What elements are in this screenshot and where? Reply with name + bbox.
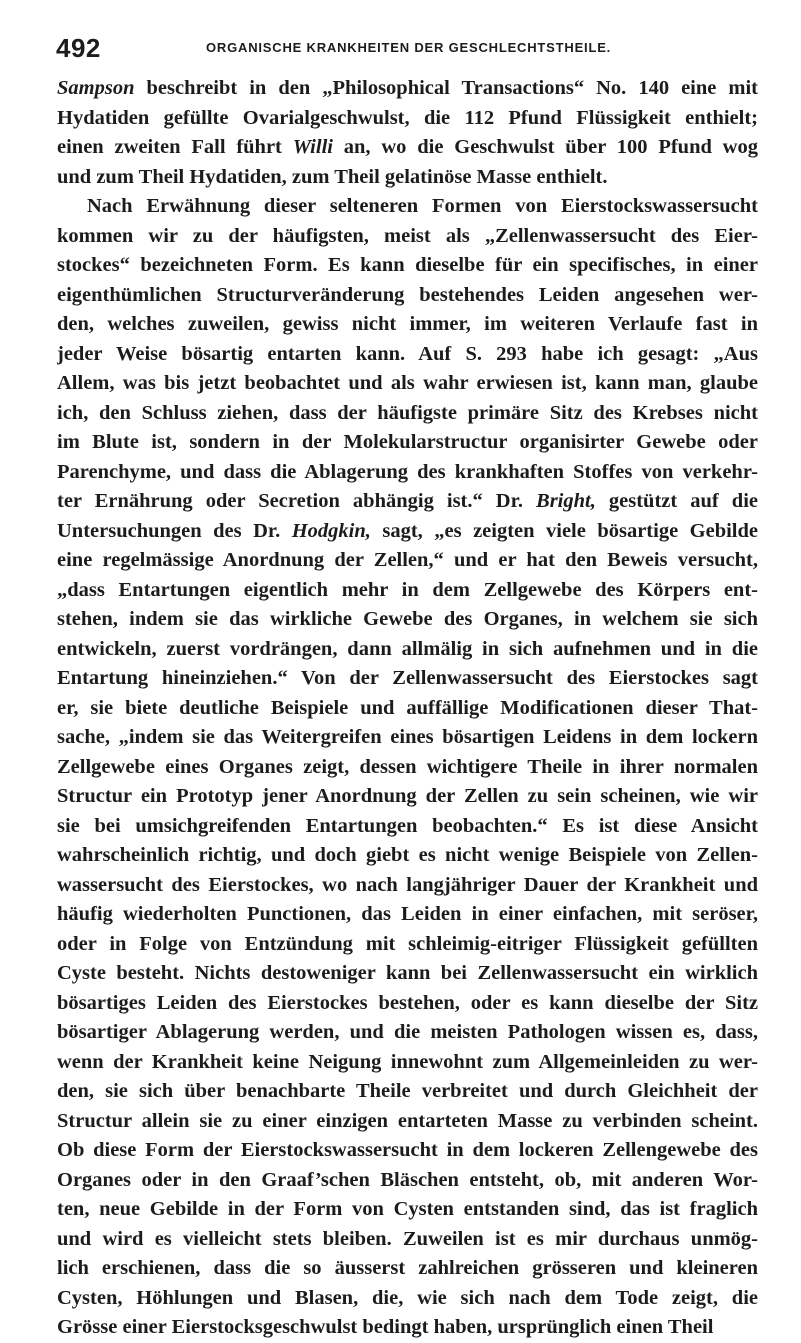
text-run: Cyste besteht. Nichts destoweniger kann bei Zellenwassersucht ein wirklich [57,962,758,984]
text-run: bösartiges Leiden des Eierstockes bestehen, oder es kann dieselbe der Sitz [57,991,758,1014]
text-line [57,1313,758,1343]
page-header [56,28,746,68]
text-line [57,1254,758,1284]
text-line [57,428,758,458]
text-run: Structur ein Prototyp jener Anordnung der Zellen zu sein scheinen, wie wir [57,785,758,807]
text-run: Structur allein sie zu einer einzigen entarteten Masse zu verbinden scheint. [57,1109,758,1132]
text-run: entwickeln, zuerst vordrängen, dann allmälig in sich aufnehmen und in die [57,637,758,660]
text-line [57,487,758,517]
text-run: bösartiger Ablagerung werden, und die meisten Pathologen wissen es, dass, [57,1021,758,1043]
text-run: oder in Folge von Entzündung mit schleimig-eitriger Flüssigkeit gefüllten [57,932,758,955]
text-line [57,1195,758,1225]
text-run: einen zweiten Fall führt [57,136,293,158]
page-number: 492 [56,33,101,63]
text-line [57,1225,758,1255]
text-run: häufig wiederholten Punctionen, das Leiden in einer einfachen, mit seröser, [57,903,758,925]
text-line [57,871,758,901]
text-line [57,1077,758,1107]
text-run: kommen wir zu der häufigsten, meist als „Zellenwassersucht des Eier- [57,224,758,247]
body-text [57,74,758,1343]
text-line [57,74,758,104]
text-line [57,546,758,576]
text-run: er, sie biete deutliche Beispiele und auffällige Modificationen dieser That- [57,696,758,719]
text-run: wahrscheinlich richtig, und doch giebt es nicht wenige Beispiele von Zellen- [57,844,758,866]
text-run: „dass Entartungen eigentlich mehr in dem Zellgewebe des Körpers ent- [57,578,758,601]
text-line [57,1284,758,1314]
text-run: den, welches zuweilen, gewiss nicht immer, im weiteren Verlaufe fast in [57,313,758,335]
text-run: lich erschienen, dass die so äusserst zahlreichen grösseren und kleineren [57,1257,758,1279]
text-run: ich, den Schluss ziehen, dass der häufigste primäre Sitz des Krebses nicht [57,401,758,424]
text-run: an, wo die Geschwulst über 100 Pfund wog [332,136,758,158]
text-line [57,340,758,370]
italic-name: Hodgkin, [291,519,371,542]
text-line [57,664,758,694]
text-line [57,841,758,871]
text-line [57,1107,758,1137]
text-run: Grösse einer Eierstocksgeschwulst bedingt haben, ursprünglich einen Theil [57,1316,714,1338]
text-line [57,192,758,222]
text-line [57,458,758,488]
italic-name: Willi [292,136,333,158]
text-line [57,1048,758,1078]
text-run: und wird es vielleicht stets bleiben. Zuweilen ist es mir durchaus unmög- [57,1227,758,1250]
text-line [57,812,758,842]
text-run: gestützt auf die [595,490,758,512]
text-run: sagt, „es zeigten viele bösartige Gebilde [370,519,758,542]
text-run: stockes“ bezeichneten Form. Es kann dieselbe für ein specifisches, in einer [57,254,758,276]
italic-name: Sampson [57,77,135,99]
text-line [57,1018,758,1048]
text-run: Hydatiden gefüllte Ovarialgeschwulst, die 112 Pfund Flüssigkeit enthielt; [57,106,758,129]
text-line [57,1166,758,1196]
text-line [57,753,758,783]
text-run: Ob diese Form der Eierstockswassersucht in dem lockeren Zellengewebe des [57,1139,758,1161]
text-run: im Blute ist, sondern in der Molekularstructur organisirter Gewebe oder [57,431,758,453]
text-line [57,694,758,724]
text-run: und zum Theil Hydatiden, zum Theil gelatinöse Masse enthielt. [57,165,608,188]
text-run: wenn der Krankheit keine Neigung innewohnt zum Allgemeinleiden zu wer- [57,1050,758,1073]
text-run: stehen, indem sie das wirkliche Gewebe des Organes, in welchem sie sich [57,608,758,630]
text-run: ter Ernährung oder Secretion abhängig ist.“ Dr. [57,490,537,512]
text-line [57,930,758,960]
text-line [57,399,758,429]
text-run: Allem, was bis jetzt beobachtet und als wahr erwiesen ist, kann man, glaube [57,372,758,394]
text-run: sache, „indem sie das Weitergreifen eines bösartigen Leidens in dem lockern [57,726,758,748]
text-run: Untersuchungen des Dr. [57,519,292,542]
text-run: den, sie sich über benachbarte Theile verbreitet und durch Gleichheit der [57,1080,758,1102]
text-line [57,723,758,753]
text-line [57,517,758,547]
text-run: Organes oder in den Graaf’schen Bläschen entsteht, ob, mit anderen Wor- [57,1168,758,1191]
running-head: ORGANISCHE KRANKHEITEN DER GESCHLECHTSTHEILE. [206,40,612,55]
text-line [57,900,758,930]
text-line [57,1136,758,1166]
text-line [57,989,758,1019]
text-line [57,605,758,635]
text-run: Parenchyme, und dass die Ablagerung des krankhaften Stoffes von verkehr- [57,460,758,483]
text-line [57,369,758,399]
text-run: Cysten, Höhlungen und Blasen, die, wie sich nach dem Tode zeigt, die [57,1286,758,1309]
text-run: beschreibt in den „Philosophical Transactions“ No. 140 eine mit [134,77,758,99]
text-line [57,133,758,163]
text-line [57,281,758,311]
text-run: wassersucht des Eierstockes, wo nach langjähriger Dauer der Krankheit und [57,873,758,896]
text-run: Entartung hineinziehen.“ Von der Zellenwassersucht des Eierstockes sagt [57,667,758,689]
text-run: jeder Weise bösartig entarten kann. Auf S. 293 habe ich gesagt: „Aus [57,342,758,365]
text-run: sie bei umsichgreifenden Entartungen beobachten.“ Es ist diese Ansicht [57,814,758,837]
text-line [57,782,758,812]
text-line [57,310,758,340]
text-run: eigenthümlichen Structurveränderung bestehendes Leiden angesehen wer- [57,283,758,306]
text-run: Zellgewebe eines Organes zeigt, dessen wichtigere Theile in ihrer normalen [57,755,758,778]
text-line [57,251,758,281]
text-line [57,163,758,193]
italic-name: Bright, [536,490,596,512]
text-line [57,104,758,134]
text-line [57,635,758,665]
text-line [57,576,758,606]
text-run: eine regelmässige Anordnung der Zellen,“ und er hat den Beweis versucht, [57,549,758,571]
text-line [57,959,758,989]
text-run: Nach Erwähnung dieser selteneren Formen von Eierstockswassersucht [87,195,758,217]
text-run: ten, neue Gebilde in der Form von Cysten entstanden sind, das ist fraglich [57,1198,758,1220]
text-line [57,222,758,252]
